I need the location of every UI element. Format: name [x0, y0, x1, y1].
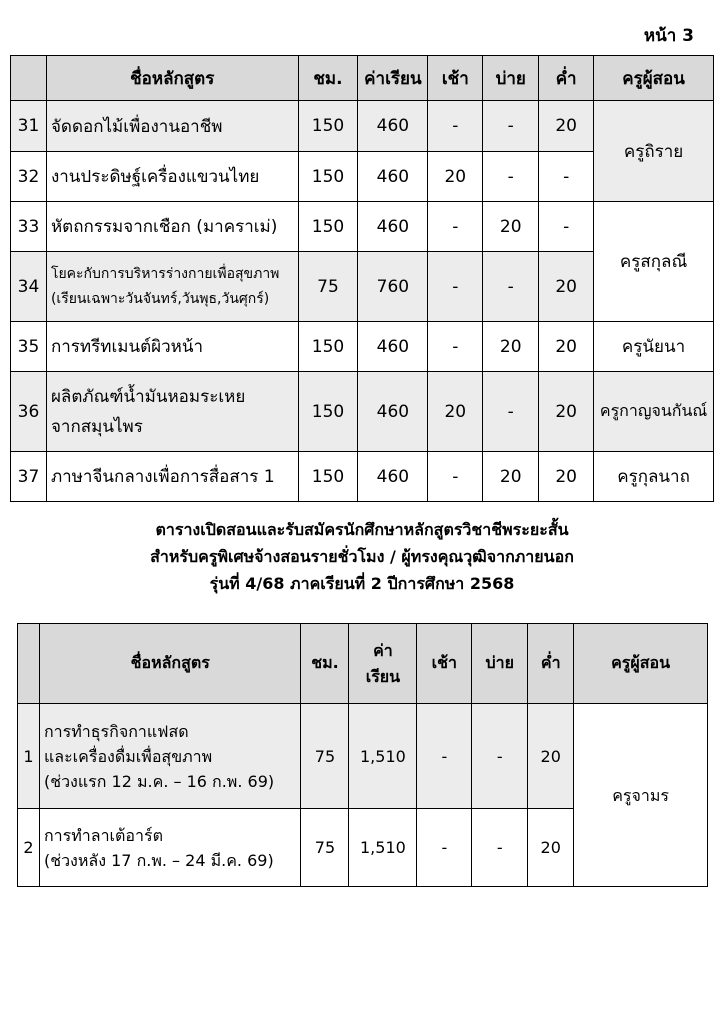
hours-cell: 150 [298, 101, 358, 152]
header-hours: ชม. [298, 56, 358, 101]
course-name-line: การทำลาเต้อาร์ต [43, 825, 163, 845]
evening-cell: 20 [528, 704, 574, 809]
table-row [11, 322, 714, 372]
course-table-2 [17, 623, 708, 887]
hours-cell: 150 [298, 322, 358, 372]
row-no: 33 [11, 202, 47, 252]
fee-cell: 460 [358, 101, 428, 152]
teacher-cell: ครูสกุลณี [594, 202, 714, 322]
fee-cell: 460 [358, 372, 428, 452]
row-no: 32 [11, 152, 47, 202]
header-afternoon: บ่าย [483, 56, 539, 101]
header-afternoon: บ่าย [472, 624, 528, 704]
fee-cell: 1,510 [349, 809, 417, 887]
afternoon-cell: 20 [483, 322, 539, 372]
hours-cell: 75 [298, 252, 358, 322]
afternoon-cell: 20 [483, 452, 539, 502]
row-no: 36 [11, 372, 47, 452]
evening-cell: - [539, 202, 594, 252]
hours-cell: 150 [298, 452, 358, 502]
row-no: 37 [11, 452, 47, 502]
course-name [39, 809, 301, 887]
course-table-1 [10, 55, 714, 502]
header-course-name: ชื่อหลักสูตร [39, 624, 301, 704]
header-fee [349, 624, 417, 704]
morning-cell: - [428, 452, 483, 502]
course-name-line: (เรียนเฉพาะวันจันทร์,วันพุธ,วันศุกร์) [50, 290, 270, 307]
fee-cell: 460 [358, 322, 428, 372]
header-no [18, 624, 40, 704]
header-teacher: ครูผู้สอน [574, 624, 708, 704]
table-header [18, 624, 708, 704]
teacher-cell: ครูถิราย [594, 101, 714, 202]
morning-cell: - [428, 101, 483, 152]
page-number: หน้า 3 [643, 26, 694, 46]
fee-cell: 1,510 [349, 704, 417, 809]
header-evening: ค่ำ [539, 56, 594, 101]
evening-cell: 20 [539, 372, 594, 452]
teacher-cell: ครูกาญจนกันณ์ [594, 372, 714, 452]
fee-cell: 460 [358, 152, 428, 202]
hours-cell: 150 [298, 372, 358, 452]
course-name [46, 252, 298, 322]
course-name: ภาษาจีนกลางเพื่อการสื่อสาร 1 [46, 452, 298, 502]
row-no: 1 [18, 704, 40, 809]
header-evening: ค่ำ [528, 624, 574, 704]
morning-cell: 20 [428, 152, 483, 202]
header-fee: ค่าเรียน [358, 56, 428, 101]
teacher-cell: ครูนัยนา [594, 322, 714, 372]
row-no: 2 [18, 809, 40, 887]
course-name: งานประดิษฐ์เครื่องแขวนไทย [46, 152, 298, 202]
teacher-cell: ครูจามร [574, 704, 708, 887]
morning-cell: 20 [428, 372, 483, 452]
course-name-line: และเครื่องดื่มเพื่อสุขภาพ [43, 746, 213, 766]
morning-cell: - [428, 322, 483, 372]
table-row [18, 704, 708, 809]
table-row [11, 372, 714, 452]
afternoon-cell: - [472, 704, 528, 809]
evening-cell: 20 [539, 452, 594, 502]
afternoon-cell: - [483, 152, 539, 202]
hours-cell: 75 [301, 809, 349, 887]
header-hours: ชม. [301, 624, 349, 704]
afternoon-cell: - [483, 252, 539, 322]
course-name: หัตถกรรมจากเชือก (มาคราเม่) [46, 202, 298, 252]
teacher-cell: ครูกุลนาถ [594, 452, 714, 502]
hours-cell: 75 [301, 704, 349, 809]
course-name: การทรีทเมนต์ผิวหน้า [46, 322, 298, 372]
row-no: 31 [11, 101, 47, 152]
morning-cell: - [428, 252, 483, 322]
schedule-heading-line-1: ตารางเปิดสอนและรับสมัครนักศึกษาหลักสูตรวิชาชีพระยะสั้น [155, 520, 569, 539]
header-fee-line: ค่า [373, 640, 393, 660]
hours-cell: 150 [298, 152, 358, 202]
morning-cell: - [417, 704, 472, 809]
fee-cell: 460 [358, 452, 428, 502]
fee-cell: 760 [358, 252, 428, 322]
fee-cell: 460 [358, 202, 428, 252]
evening-cell: - [539, 152, 594, 202]
evening-cell: 20 [539, 101, 594, 152]
afternoon-cell: - [483, 372, 539, 452]
course-name: จัดดอกไม้เพื่องานอาชีพ [46, 101, 298, 152]
schedule-heading-line-3: รุ่นที่ 4/68 ภาคเรียนที่ 2 ปีการศึกษา 2568 [209, 574, 515, 593]
evening-cell: 20 [539, 322, 594, 372]
course-name-line: ผลิตภัณฑ์น้ำมันหอมระเหย [50, 386, 246, 407]
course-name-line: (ช่วงแรก 12 ม.ค. – 16 ก.พ. 69) [43, 771, 275, 791]
course-name-line: จากสมุนไพร [50, 416, 143, 437]
afternoon-cell: - [472, 809, 528, 887]
row-no: 34 [11, 252, 47, 322]
evening-cell: 20 [528, 809, 574, 887]
morning-cell: - [428, 202, 483, 252]
table-row [11, 101, 714, 152]
header-no [11, 56, 47, 101]
course-name [39, 704, 301, 809]
table-row [11, 202, 714, 252]
course-name-line: โยคะกับการบริหารร่างกายเพื่อสุขภาพ [50, 265, 280, 282]
evening-cell: 20 [539, 252, 594, 322]
header-morning: เช้า [417, 624, 472, 704]
hours-cell: 150 [298, 202, 358, 252]
table-row [11, 452, 714, 502]
afternoon-cell: 20 [483, 202, 539, 252]
header-fee-line: เรียน [365, 666, 401, 686]
morning-cell: - [417, 809, 472, 887]
afternoon-cell: - [483, 101, 539, 152]
header-course-name: ชื่อหลักสูตร [46, 56, 298, 101]
header-morning: เช้า [428, 56, 483, 101]
course-name-line: การทำธุรกิจกาแฟสด [43, 721, 189, 741]
row-no: 35 [11, 322, 47, 372]
header-teacher: ครูผู้สอน [594, 56, 714, 101]
table-header [11, 56, 714, 101]
course-name [46, 372, 298, 452]
schedule-heading-line-2: สำหรับครูพิเศษจ้างสอนรายชั่วโมง / ผู้ทรงคุณวุฒิจากภายนอก [150, 547, 574, 566]
course-name-line: (ช่วงหลัง 17 ก.พ. – 24 มี.ค. 69) [43, 850, 274, 870]
